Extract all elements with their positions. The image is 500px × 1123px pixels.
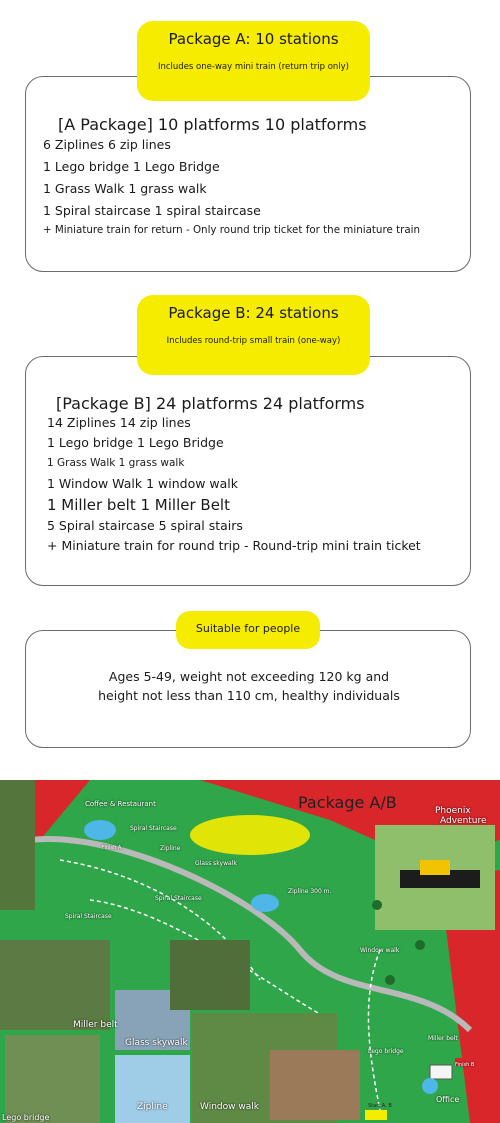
package-b-line: 14 Ziplines 14 zip lines [47, 415, 191, 430]
map-label-zipline: Zipline [160, 845, 181, 852]
package-b-line: 1 Lego bridge 1 Lego Bridge [47, 435, 224, 450]
restaurant-label: Coffee & Restaurant [85, 800, 156, 808]
map-title: Package A/B [298, 793, 397, 812]
package-a-line: 1 Grass Walk 1 grass walk [43, 181, 207, 196]
map-label-spiral: Spiral Staircase [65, 913, 112, 920]
map-label-start: Start A, B [368, 1103, 392, 1109]
package-b-tag-subtitle: Includes round-trip small train (one-way) [166, 336, 341, 346]
package-b-tag-title: Package B: 24 stations [168, 304, 339, 322]
package-b-line: + Miniature train for round trip - Round-trip mini train ticket [47, 538, 421, 553]
package-b-card [25, 356, 471, 586]
map-label-miller: Miller belt [428, 1035, 458, 1042]
map-label-finish-b: Finish B [455, 1062, 475, 1068]
package-b-heading: [Package B] 24 platforms 24 platforms [56, 394, 365, 413]
suitable-tag [176, 611, 320, 649]
package-a-line: + Miniature train for return - Only round trip ticket for the miniature train [43, 224, 421, 236]
map-label-spiral: Spiral Staircase [155, 895, 202, 902]
suitable-line-1: Ages 5-49, weight not exceeding 120 kg and [108, 669, 390, 684]
map-label-lego: Lego bridge [368, 1048, 404, 1055]
package-b-line: 1 Grass Walk 1 grass walk [47, 457, 185, 469]
brand-name-2: Adventure [440, 816, 487, 826]
map-label-glass: Glass skywalk [195, 860, 237, 867]
package-a-tag [137, 21, 370, 101]
package-b-tag [137, 295, 370, 375]
package-a-tag-title: Package A: 10 stations [168, 30, 339, 48]
park-map [0, 780, 500, 1123]
package-b-line: 5 Spiral staircase 5 spiral stairs [47, 518, 243, 533]
package-b-line: 1 Miller belt 1 Miller Belt [47, 496, 230, 514]
photo-caption-zipline: Zipline [137, 1102, 168, 1112]
map-label-window: Window walk [360, 947, 400, 954]
package-a-line: 6 Ziplines 6 zip lines [43, 137, 171, 152]
map-label-spiral: Spiral Staircase [130, 825, 177, 832]
photo-caption-window: Window walk [200, 1102, 259, 1112]
package-a-heading: [A Package] 10 platforms 10 platforms [58, 115, 367, 134]
map-label-zipline-long: Zipline 300 m. [288, 888, 332, 895]
map-label-finish-a: Finish A [102, 845, 122, 851]
package-a-line: 1 Lego bridge 1 Lego Bridge [43, 159, 220, 174]
park-map-graphic [0, 780, 500, 1123]
photo-caption-glass: Glass skywalk [125, 1038, 188, 1048]
brand-name: Phoenix [435, 806, 471, 816]
package-a-line: 1 Spiral staircase 1 spiral staircase [43, 203, 261, 218]
package-a-card [25, 76, 471, 272]
suitable-line-2: height not less than 110 cm, healthy individuals [98, 688, 400, 703]
package-b-line: 1 Window Walk 1 window walk [47, 476, 239, 491]
office-label: Office [436, 1095, 460, 1104]
package-a-tag-subtitle: Includes one-way mini train (return trip only) [157, 62, 350, 72]
photo-caption-miller: Miller belt [73, 1020, 118, 1030]
photo-caption-lego: Lego bridge [2, 1113, 50, 1122]
suitable-tag-title: Suitable for people [195, 622, 301, 635]
